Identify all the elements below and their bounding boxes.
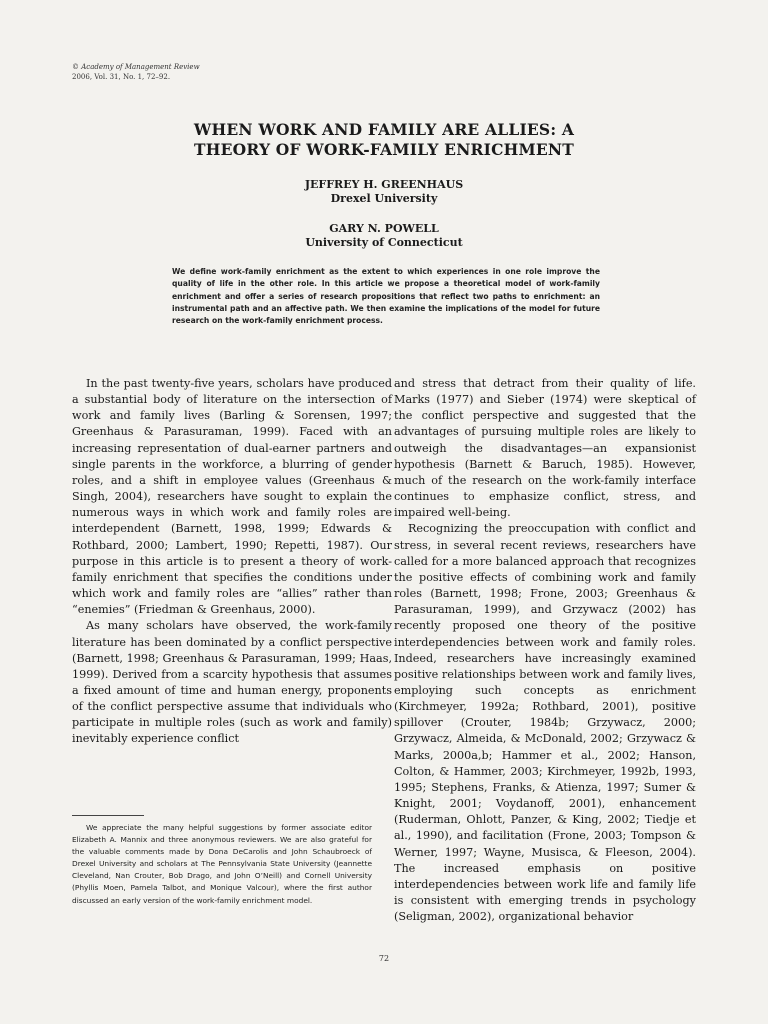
acknowledgment-footnote xyxy=(72,822,372,907)
body-paragraph: In the past twenty-five years, scholars have produced a substantial body of literature on the intersection of work and family lives (Barling & Sorensen, 1997; Greenhaus & Parasuraman, 1999). Faced with an increasing representation of dual-earner partners and single parents in the workforce, a blurring of gender roles, and a shift in employee values (Greenhaus & Singh, 2004), researchers have sought to explain the numerous ways in which work and family roles are interdependent (Barnett, 1998, 1999; Edwards & Rothbard, 2000; Lambert, 1990; Repetti, 1987). Our purpose in this article is to present a theory of work-family enrichment that specifies the conditions under which work and family roles are “allies” rather than “enemies” (Friedman & Greenhaus, 2000). xyxy=(72,377,392,617)
body-paragraph: Recognizing the preoccupation with conflict and stress, in several recent reviews, researchers have called for a more balanced approach that recognizes the positive effects of combining work and family roles (Barnett, 1998; Frone, 2003; Greenhaus & Parasuraman, 1999), and Grzywacz (2002) has recently proposed one theory of the positive interdependencies between work and family roles. Indeed, researchers have increasingly examined positive relationships between work and family lives, employing such concepts as enrichment (Kirchmeyer, 1992a; Rothbard, 2001), positive spillover (Crouter, 1984b; Grzywacz, 2000; Grzywacz, Almeida, & McDonald, 2002; Grzywacz & Marks, 2000a,b; Hammer et al., 2002; Hanson, Colton, & Hammer, 2003; Kirchmeyer, 1992b, 1993, 1995; Stephens, Franks, & Atienza, 1997; Sumer & Knight, 2001; Voydanoff, 2001), enhancement (Ruderman, Ohlott, Panzer, & King, 2002; Tiedje et al., 1990), and facilitation (Frone, 2003; Tompson & Werner, 1997; Wayne, Musisca, & Fleeson, 2004). The increased emphasis on positive interdependencies between work life and family life is consistent with emerging trends in psychology (Seligman, 2002), organizational behavior xyxy=(394,522,696,924)
article-title xyxy=(0,120,768,160)
body-column-right xyxy=(394,376,696,925)
abstract: We define work-family enrichment as the extent to which experiences in one role improve the quality of life in the other role. In this article we propose a theoretical model of work-family enrichment and offer a series of research propositions that reflect two paths to enrichment: an instrumental path and an affective path. We then examine the implications of the model for future research on the work-family enrichment process. xyxy=(172,267,600,326)
author-name: JEFFREY H. GREENHAUS xyxy=(304,178,464,191)
page-number: 72 xyxy=(378,954,390,963)
footnote-divider xyxy=(72,815,144,816)
body-paragraph: As many scholars have observed, the work-family literature has been dominated by a conflict perspective (Barnett, 1998; Greenhaus & Parasuraman, 1999; Haas, 1999). Derived from a scarcity hypothesis that assumes a fixed amount of time and human energy, proponents of the conflict perspective assume that individuals who participate in multiple roles (such as work and family) inevitably experience conflict xyxy=(72,619,392,746)
body-column-left xyxy=(72,376,392,748)
author-affiliation: Drexel University xyxy=(330,192,438,205)
body-paragraph: and stress that detract from their quality of life. Marks (1977) and Sieber (1974) were skeptical of the conflict perspective and suggested that the advantages of pursuing multiple roles are likely to outweigh the disadvantages—an expansionist hypothesis (Barnett & Baruch, 1985). However, much of the research on the work-family interface continues to emphasize conflict, stress, and impaired well-being. xyxy=(394,377,696,520)
title-line-1: WHEN WORK AND FAMILY ARE ALLIES: A xyxy=(193,120,575,139)
author-block-2 xyxy=(0,222,768,250)
journal-name: © Academy of Management Review xyxy=(72,63,200,71)
journal-header xyxy=(72,62,200,82)
footnote-text: We appreciate the many helpful suggestions by former associate editor Elizabeth A. Mannix and three anonymous reviewers. We are also grateful for the valuable comments made by Dona DeCarolis and John Schaubroeck of Drexel University and scholars at The Pennsylvania State University (Jeannette Cleveland, Nan Crouter, Bob Drago, and John O’Neill) and Cornell University (Phyllis Moen, Pamela Talbot, and Monique Valcour), where the first author discussed an early version of the work-family enrichment model. xyxy=(72,823,372,905)
journal-citation: 2006, Vol. 31, No. 1, 72–92. xyxy=(72,73,171,81)
title-line-2: THEORY OF WORK-FAMILY ENRICHMENT xyxy=(194,140,574,159)
author-name: GARY N. POWELL xyxy=(329,222,439,235)
author-affiliation: University of Connecticut xyxy=(305,236,463,249)
author-block-1 xyxy=(0,178,768,206)
